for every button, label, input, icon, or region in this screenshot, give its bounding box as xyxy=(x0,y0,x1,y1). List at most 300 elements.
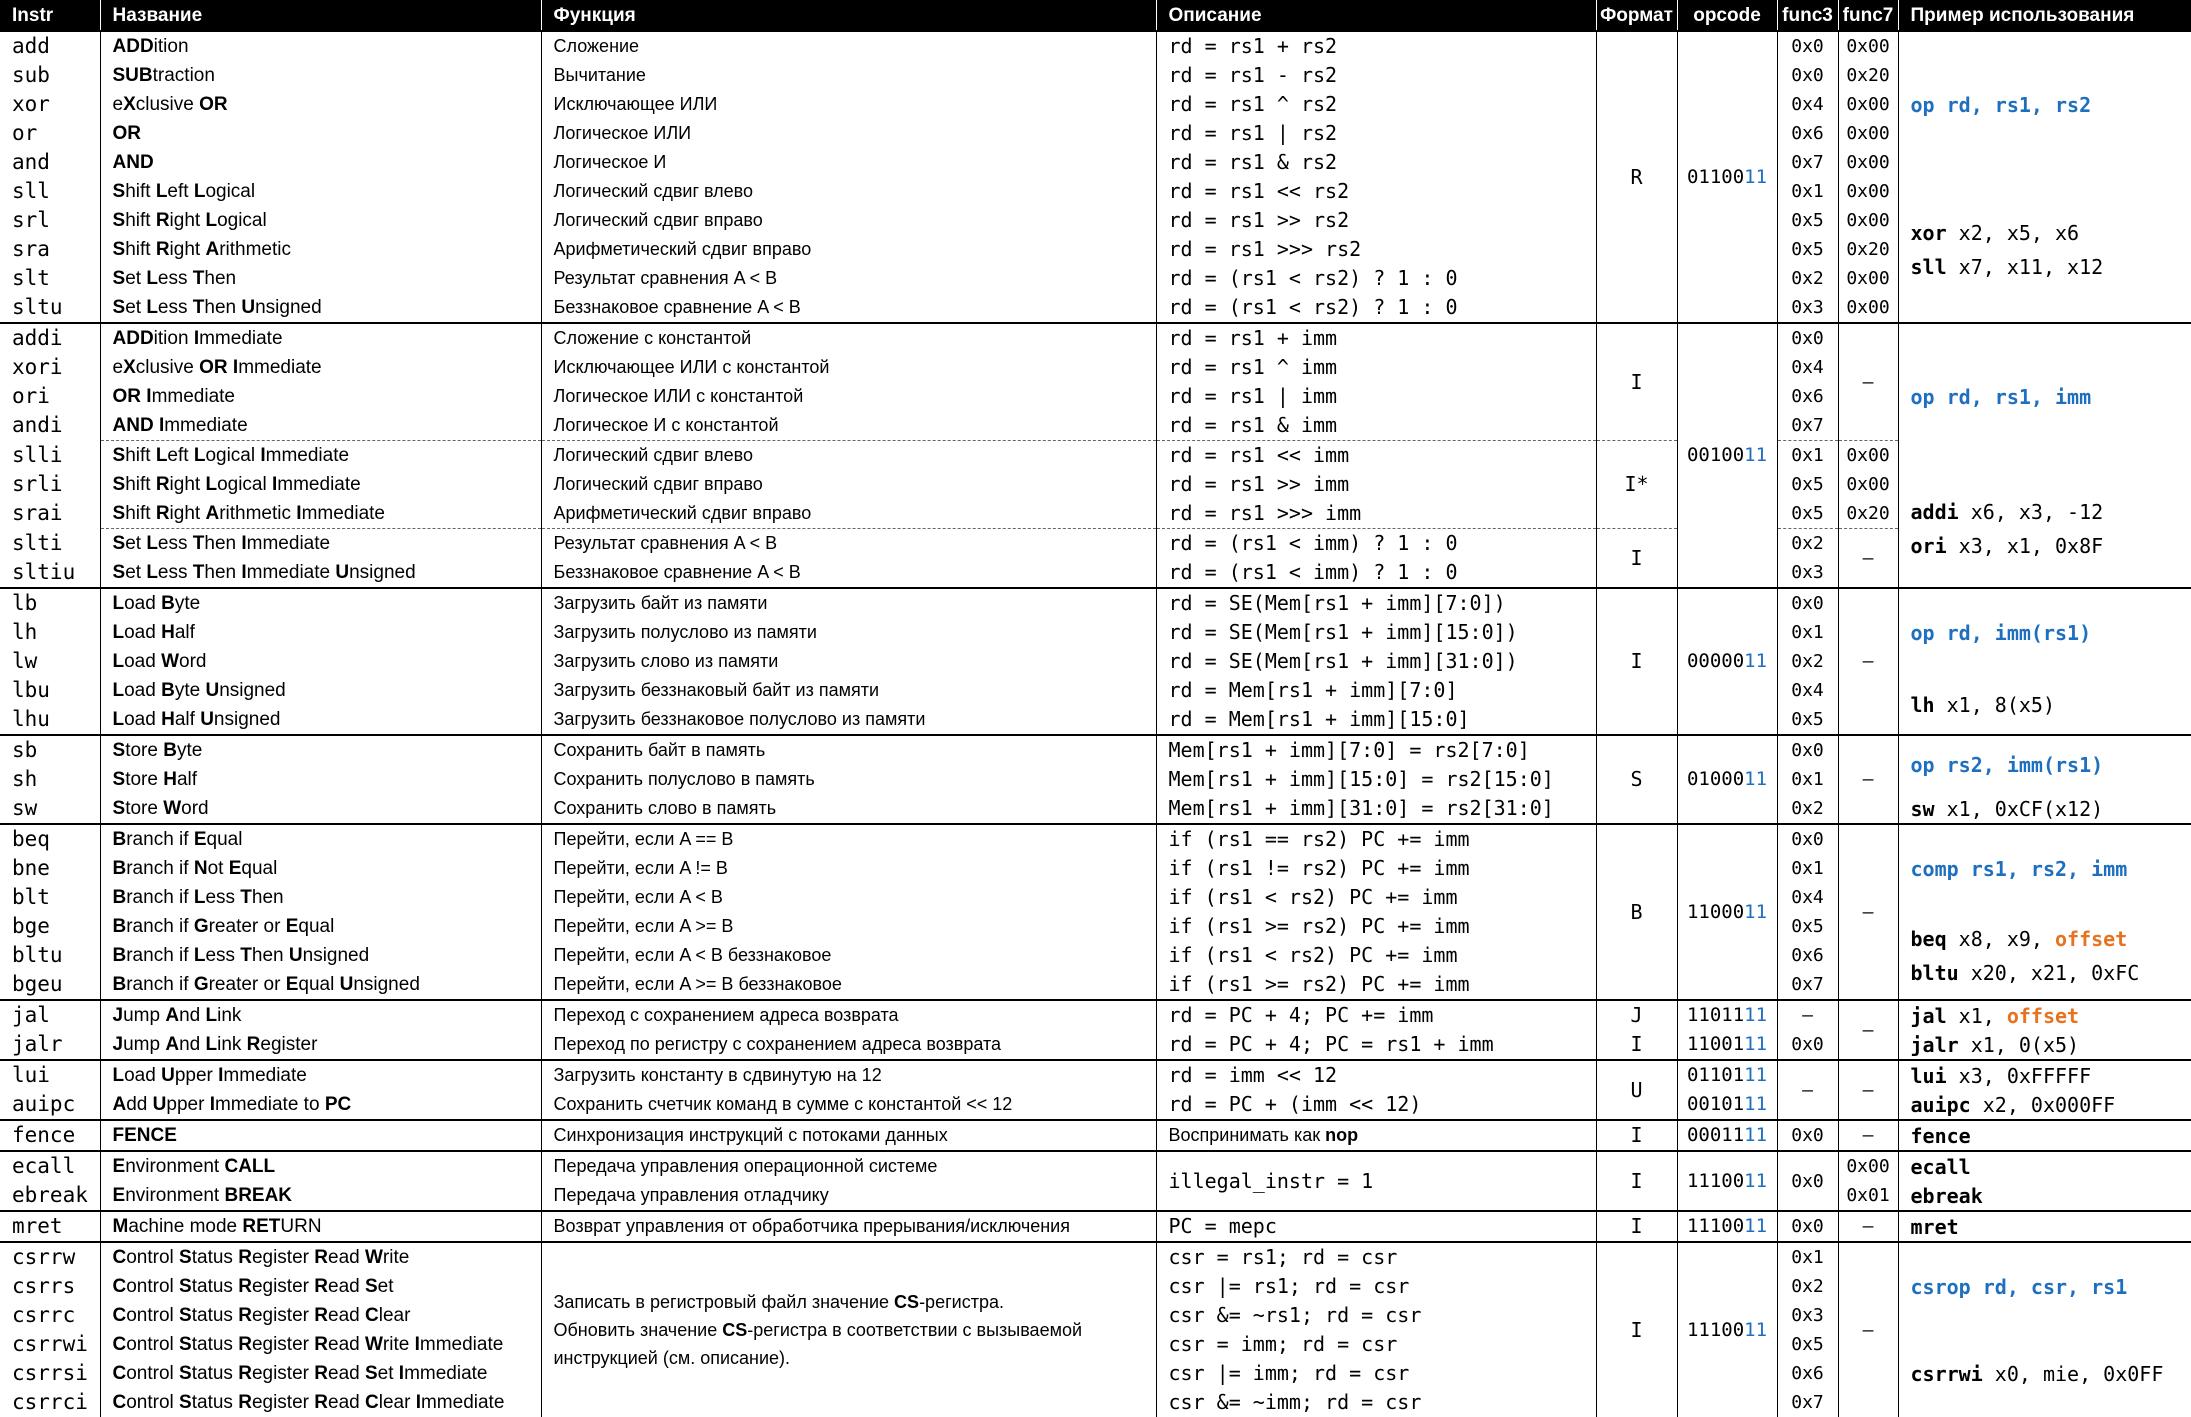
opcode-low-bits: 11 xyxy=(1744,444,1767,466)
example-line xyxy=(1911,619,2191,647)
table-row xyxy=(0,1181,2191,1211)
name-part: R xyxy=(314,1363,328,1384)
name-part: ess xyxy=(158,297,193,318)
format-cell: I xyxy=(1596,1151,1677,1211)
name-part: ess xyxy=(158,268,193,289)
name-part: ogical xyxy=(205,181,255,202)
name-part: ead xyxy=(328,1392,365,1413)
format-cell: I xyxy=(1596,529,1677,589)
name-part: ight xyxy=(170,474,206,495)
name-part: H xyxy=(161,622,175,643)
func7-cell: – xyxy=(1838,1120,1898,1151)
func-text: Исключающее ИЛИ xyxy=(541,90,1156,119)
name-part: R xyxy=(238,1363,252,1384)
table-row xyxy=(0,529,2191,559)
format-cell: I xyxy=(1596,323,1677,441)
name-part: egister xyxy=(252,1363,314,1384)
func3-cell: 0x2 xyxy=(1777,794,1838,824)
example-token: xor xyxy=(1911,221,1947,245)
instr-full-name xyxy=(100,1242,541,1272)
func-text: Синхронизация инструкций с потоками данных xyxy=(541,1120,1156,1151)
name-part: I xyxy=(399,1363,404,1384)
opcode-cell xyxy=(1677,1060,1777,1090)
example-token: x3, x1, 0x8F xyxy=(1947,534,2104,558)
example-token: x8, x9, xyxy=(1947,927,2055,951)
name-part: B xyxy=(163,740,177,761)
func7-cell: – xyxy=(1838,1242,1898,1417)
name-part: S xyxy=(179,1392,192,1413)
name-part: L xyxy=(205,210,217,231)
name-part: B xyxy=(113,945,127,966)
func7-cell: – xyxy=(1838,323,1898,441)
name-part: C xyxy=(365,1305,379,1326)
name-part: U xyxy=(289,945,303,966)
name-part: L xyxy=(113,709,125,730)
name-part: ink xyxy=(217,1005,241,1026)
func7-cell: 0x00 xyxy=(1838,90,1898,119)
example-line xyxy=(1911,253,2191,281)
func-text: Беззнаковое сравнение A < B xyxy=(541,558,1156,588)
name-part: hift xyxy=(125,239,156,260)
name-part: ink xyxy=(217,1034,247,1055)
func7-cell: 0x00 xyxy=(1838,293,1898,323)
instr-full-name xyxy=(100,765,541,794)
name-part: clusive xyxy=(136,357,199,378)
name-part: ranch if xyxy=(126,945,194,966)
name-part: mmediate xyxy=(277,474,360,495)
name-part: T xyxy=(193,297,205,318)
name-part: L xyxy=(156,181,168,202)
name-part: S xyxy=(179,1305,192,1326)
instr-mnemonic: lui xyxy=(0,1060,100,1090)
name-part: L xyxy=(113,622,125,643)
name-part: alf xyxy=(175,622,195,643)
func3-cell: – xyxy=(1777,1000,1838,1030)
name-part: CALL xyxy=(224,1156,275,1177)
name-part: hen xyxy=(204,533,241,554)
desc-text: rd = (rs1 < rs2) ? 1 : 0 xyxy=(1156,293,1596,323)
func3-cell: 0x1 xyxy=(1777,854,1838,883)
name-part: B xyxy=(113,887,127,908)
func-text: Логический сдвиг влево xyxy=(541,441,1156,471)
name-part: eft xyxy=(167,445,193,466)
desc-text: rd = rs1 + rs2 xyxy=(1156,31,1596,61)
header-func7: func7 xyxy=(1838,0,1898,31)
example-hint-cell xyxy=(1898,323,2191,470)
desc-text: if (rs1 < rs2) PC += imm xyxy=(1156,883,1596,912)
name-part: W xyxy=(365,1334,383,1355)
name-part: U xyxy=(161,1065,175,1086)
name-part: mmediate xyxy=(164,415,247,436)
example-line xyxy=(1911,1091,2191,1119)
name-part: oad xyxy=(124,709,161,730)
name-part: C xyxy=(113,1392,127,1413)
opcode-high-bits: 00101 xyxy=(1687,1093,1744,1115)
name-part: traction xyxy=(153,65,215,86)
example-token: addi xyxy=(1911,500,1959,524)
instr-mnemonic: slli xyxy=(0,441,100,471)
example-line xyxy=(1911,751,2191,779)
func-text: Перейти, если A == B xyxy=(541,824,1156,854)
func-text: Передача управления отладчику xyxy=(541,1181,1156,1211)
header-desc: Описание xyxy=(1156,0,1596,31)
format-cell: J xyxy=(1596,1000,1677,1030)
name-part: mmediate xyxy=(238,357,321,378)
opcode-high-bits: 01101 xyxy=(1687,1064,1744,1086)
func-line xyxy=(554,1288,1156,1316)
example-token: x1, 0xCF(x12) xyxy=(1935,797,2104,821)
name-part: ess xyxy=(158,533,193,554)
name-part: qual xyxy=(241,858,277,879)
func3-cell: 0x2 xyxy=(1777,647,1838,676)
name-part: M xyxy=(113,1216,129,1237)
name-part: S xyxy=(365,1363,378,1384)
instr-mnemonic: ecall xyxy=(0,1151,100,1181)
name-part: hen xyxy=(204,268,236,289)
example-cell xyxy=(1898,1000,2191,1030)
func-text: Возврат управления от обработчика прерывания/исключения xyxy=(541,1211,1156,1242)
name-part: hen xyxy=(252,887,284,908)
opcode-low-bits: 11 xyxy=(1744,1093,1767,1115)
opcode-low-bits: 11 xyxy=(1744,166,1767,188)
example-cell xyxy=(1898,177,2191,323)
desc-text: rd = rs1 >> imm xyxy=(1156,470,1596,499)
name-part: R xyxy=(156,239,170,260)
name-part: yte xyxy=(175,680,206,701)
instr-full-name xyxy=(100,177,541,206)
name-part: ess xyxy=(205,887,240,908)
func7-cell: 0x00 xyxy=(1838,206,1898,235)
name-part: ranch if xyxy=(126,887,194,908)
desc-text: csr = imm; rd = csr xyxy=(1156,1330,1596,1359)
name-part: achine mode xyxy=(128,1216,242,1237)
opcode-cell xyxy=(1677,323,1777,588)
func-text: Переход по регистру с сохранением адреса возврата xyxy=(541,1030,1156,1060)
instr-full-name xyxy=(100,618,541,647)
name-part: C xyxy=(365,1392,379,1413)
table-row xyxy=(0,177,2191,206)
example-token: offset xyxy=(2055,927,2127,951)
name-part: R xyxy=(156,210,170,231)
desc-text: rd = rs1 & imm xyxy=(1156,411,1596,441)
instr-full-name xyxy=(100,912,541,941)
name-part: S xyxy=(365,1276,378,1297)
desc-text: rd = rs1 - rs2 xyxy=(1156,61,1596,90)
instr-mnemonic: jal xyxy=(0,1000,100,1030)
instr-mnemonic: bge xyxy=(0,912,100,941)
name-part: I xyxy=(272,474,277,495)
func-text: Логическое И xyxy=(541,148,1156,177)
table-row xyxy=(0,1242,2191,1272)
func3-cell: 0x3 xyxy=(1777,558,1838,588)
name-part: C xyxy=(113,1334,127,1355)
func3-cell: 0x7 xyxy=(1777,970,1838,1000)
name-part: U xyxy=(200,709,214,730)
func3-cell: 0x0 xyxy=(1777,31,1838,61)
instr-mnemonic: beq xyxy=(0,824,100,854)
opcode-cell xyxy=(1677,1211,1777,1242)
name-part: S xyxy=(113,268,126,289)
opcode-low-bits: 11 xyxy=(1744,1170,1767,1192)
instr-full-name xyxy=(100,1151,541,1181)
instr-mnemonic: bgeu xyxy=(0,970,100,1000)
example-token: beq xyxy=(1911,927,1947,951)
example-token: x3, 0xFFFFF xyxy=(1947,1064,2092,1088)
name-part: nvironment xyxy=(125,1185,224,1206)
instr-full-name xyxy=(100,323,541,353)
opcode-high-bits: 11011 xyxy=(1687,1004,1744,1026)
desc-text: rd = rs1 >>> imm xyxy=(1156,499,1596,529)
instr-mnemonic: ebreak xyxy=(0,1181,100,1211)
example-cell xyxy=(1898,912,2191,1000)
name-part: R xyxy=(238,1276,252,1297)
instr-mnemonic: sltu xyxy=(0,293,100,323)
example-line xyxy=(1911,1122,2191,1150)
desc-text: csr |= rs1; rd = csr xyxy=(1156,1272,1596,1301)
instr-mnemonic: srli xyxy=(0,470,100,499)
desc-text: Mem[rs1 + imm][31:0] = rs2[31:0] xyxy=(1156,794,1596,824)
example-cell xyxy=(1898,1120,2191,1151)
name-part: URN xyxy=(280,1216,321,1237)
example-line xyxy=(1911,219,2191,247)
func7-cell: 0x00 xyxy=(1838,119,1898,148)
desc-text: rd = PC + 4; PC += imm xyxy=(1156,1000,1596,1030)
name-part: ogical xyxy=(217,474,272,495)
desc-text: rd = (rs1 < rs2) ? 1 : 0 xyxy=(1156,264,1596,293)
example-line xyxy=(1911,1062,2191,1090)
format-cell: I* xyxy=(1596,441,1677,529)
example-token: op rd, imm(rs1) xyxy=(1911,621,2092,645)
name-part: ead xyxy=(328,1334,365,1355)
name-part: nsigned xyxy=(219,680,286,701)
instr-mnemonic: sub xyxy=(0,61,100,90)
name-part: A xyxy=(205,503,219,524)
name-part: A xyxy=(205,239,219,260)
name-part: U xyxy=(205,680,219,701)
func-text: Загрузить байт из памяти xyxy=(541,588,1156,618)
opcode-cell xyxy=(1677,1090,1777,1120)
name-part: ight xyxy=(170,239,206,260)
desc-text: rd = (rs1 < imm) ? 1 : 0 xyxy=(1156,529,1596,559)
opcode-high-bits: 01000 xyxy=(1687,768,1744,790)
name-part: H xyxy=(163,769,177,790)
func7-cell: – xyxy=(1838,1060,1898,1120)
name-part: tatus xyxy=(192,1363,238,1384)
func-text: Сложение xyxy=(541,31,1156,61)
instr-mnemonic: csrrs xyxy=(0,1272,100,1301)
name-part: T xyxy=(240,945,252,966)
func3-cell: 0x5 xyxy=(1777,705,1838,735)
func-text: Сложение с константой xyxy=(541,323,1156,353)
instr-mnemonic: sh xyxy=(0,765,100,794)
name-part: N xyxy=(194,858,208,879)
header-example: Пример использования xyxy=(1898,0,2191,31)
func-text: Логический сдвиг вправо xyxy=(541,206,1156,235)
name-part: alf xyxy=(175,709,200,730)
name-part: mmediate xyxy=(247,533,330,554)
table-row xyxy=(0,499,2191,529)
func3-cell: 0x0 xyxy=(1777,824,1838,854)
name-part: nsigned xyxy=(303,945,370,966)
example-cell xyxy=(1898,1330,2191,1417)
instr-full-name xyxy=(100,1000,541,1030)
instr-full-name xyxy=(100,235,541,264)
instr-mnemonic: sw xyxy=(0,794,100,824)
name-part: L xyxy=(146,268,158,289)
instr-mnemonic: srai xyxy=(0,499,100,529)
desc-text: rd = SE(Mem[rs1 + imm][31:0]) xyxy=(1156,647,1596,676)
format-cell: B xyxy=(1596,824,1677,1000)
name-part: L xyxy=(205,1005,217,1026)
func3-cell: 0x5 xyxy=(1777,470,1838,499)
format-cell: S xyxy=(1596,735,1677,824)
name-part: mmediate xyxy=(302,503,385,524)
name-part: S xyxy=(113,798,126,819)
name-part: R xyxy=(314,1334,328,1355)
text: инструкцией (см. описание). xyxy=(554,1348,791,1368)
name-part: tatus xyxy=(192,1392,238,1413)
name-part: R xyxy=(238,1392,252,1413)
func-line xyxy=(554,1316,1156,1344)
name-part: A xyxy=(165,1034,179,1055)
example-token: mret xyxy=(1911,1215,1959,1239)
func3-cell: 0x3 xyxy=(1777,293,1838,323)
name-part: S xyxy=(113,474,126,495)
instr-full-name xyxy=(100,1272,541,1301)
instr-full-name xyxy=(100,206,541,235)
name-part: egister xyxy=(252,1305,314,1326)
name-part: mmediate xyxy=(404,1363,487,1384)
func-text: Перейти, если A < B xyxy=(541,883,1156,912)
name-part: PC xyxy=(325,1094,351,1115)
name-part: mmediate xyxy=(152,386,235,407)
name-part: T xyxy=(193,268,205,289)
name-part: ess xyxy=(205,945,240,966)
func3-cell: 0x7 xyxy=(1777,411,1838,441)
instr-full-name xyxy=(100,1090,541,1120)
table-row xyxy=(0,293,2191,323)
name-part: I xyxy=(241,533,246,554)
opcode-cell xyxy=(1677,1030,1777,1060)
name-part: oad xyxy=(124,593,161,614)
desc-text: csr = rs1; rd = csr xyxy=(1156,1242,1596,1272)
name-part: R xyxy=(238,1247,252,1268)
instr-mnemonic: andi xyxy=(0,411,100,441)
name-part: B xyxy=(113,916,127,937)
name-part: L xyxy=(113,593,125,614)
opcode-low-bits: 11 xyxy=(1744,901,1767,923)
name-part: clusive xyxy=(136,94,199,115)
example-token: fence xyxy=(1911,1124,1971,1148)
example-token: jalr xyxy=(1911,1033,1959,1057)
instr-mnemonic: ori xyxy=(0,382,100,411)
instr-full-name xyxy=(100,529,541,559)
instr-full-name xyxy=(100,676,541,705)
name-part: nsigned xyxy=(353,974,420,995)
table-row xyxy=(0,264,2191,293)
func-text: Арифметический сдвиг вправо xyxy=(541,499,1156,529)
name-part: L xyxy=(194,945,206,966)
instr-full-name xyxy=(100,824,541,854)
instr-full-name xyxy=(100,941,541,970)
instr-mnemonic: bltu xyxy=(0,941,100,970)
name-part: hen xyxy=(204,562,241,583)
instr-full-name xyxy=(100,1060,541,1090)
header-instr: Instr xyxy=(0,0,100,31)
func-text: Загрузить беззнаковое полуслово из памяти xyxy=(541,705,1156,735)
example-line xyxy=(1911,1002,2191,1030)
instr-mnemonic: slti xyxy=(0,529,100,559)
func-text: Перейти, если A >= B беззнаковое xyxy=(541,970,1156,1000)
desc-text: rd = rs1 >> rs2 xyxy=(1156,206,1596,235)
example-token: op rd, rs1, rs2 xyxy=(1911,93,2092,117)
name-part: ontrol xyxy=(126,1334,179,1355)
func7-cell: – xyxy=(1838,735,1898,824)
name-part: nvironment xyxy=(125,1156,224,1177)
name-part: mmediate xyxy=(420,1334,503,1355)
instr-full-name xyxy=(100,1388,541,1417)
example-cell xyxy=(1898,1090,2191,1120)
table-row xyxy=(0,119,2191,148)
func7-cell: 0x00 xyxy=(1838,177,1898,206)
example-hint-cell xyxy=(1898,588,2191,676)
name-part: egister xyxy=(252,1334,314,1355)
desc-text: rd = rs1 << imm xyxy=(1156,441,1596,471)
name-part: ADD xyxy=(113,328,154,349)
func3-cell: – xyxy=(1777,1060,1838,1120)
desc-text: rd = Mem[rs1 + imm][7:0] xyxy=(1156,676,1596,705)
name-part: B xyxy=(161,680,175,701)
func3-cell: 0x3 xyxy=(1777,1301,1838,1330)
instr-full-name xyxy=(100,1359,541,1388)
instr-full-name xyxy=(100,119,541,148)
name-part: L xyxy=(146,533,158,554)
func3-cell: 0x5 xyxy=(1777,206,1838,235)
name-part: C xyxy=(113,1247,127,1268)
func-text: Загрузить беззнаковый байт из памяти xyxy=(541,676,1156,705)
name-part: I xyxy=(218,1065,223,1086)
name-part: R xyxy=(247,1034,261,1055)
instr-full-name xyxy=(100,148,541,177)
desc-text: rd = rs1 | rs2 xyxy=(1156,119,1596,148)
name-part: ord xyxy=(179,651,206,672)
func3-cell: 0x0 xyxy=(1777,1120,1838,1151)
name-part: nsigned xyxy=(349,562,416,583)
table-row xyxy=(0,1060,2191,1090)
example-token: x20, x21, 0xFC xyxy=(1959,961,2140,985)
name-part: lear xyxy=(379,1305,411,1326)
func3-cell: 0x0 xyxy=(1777,1030,1838,1060)
opcode-high-bits: 11001 xyxy=(1687,1033,1744,1055)
name-part: S xyxy=(113,562,126,583)
name-part: S xyxy=(113,769,126,790)
opcode-cell xyxy=(1677,588,1777,735)
instr-full-name xyxy=(100,970,541,1000)
instr-mnemonic: sll xyxy=(0,177,100,206)
name-part: L xyxy=(205,474,217,495)
name-part: I xyxy=(416,1392,421,1413)
instr-mnemonic: or xyxy=(0,119,100,148)
name-part: E xyxy=(286,916,299,937)
name-part: ight xyxy=(170,210,206,231)
opcode-cell xyxy=(1677,1120,1777,1151)
instr-mnemonic: xori xyxy=(0,353,100,382)
name-part: oad xyxy=(124,622,161,643)
func7-cell: – xyxy=(1838,588,1898,735)
example-line xyxy=(1911,1182,2191,1210)
example-cell xyxy=(1898,470,2191,588)
name-part: H xyxy=(161,709,175,730)
